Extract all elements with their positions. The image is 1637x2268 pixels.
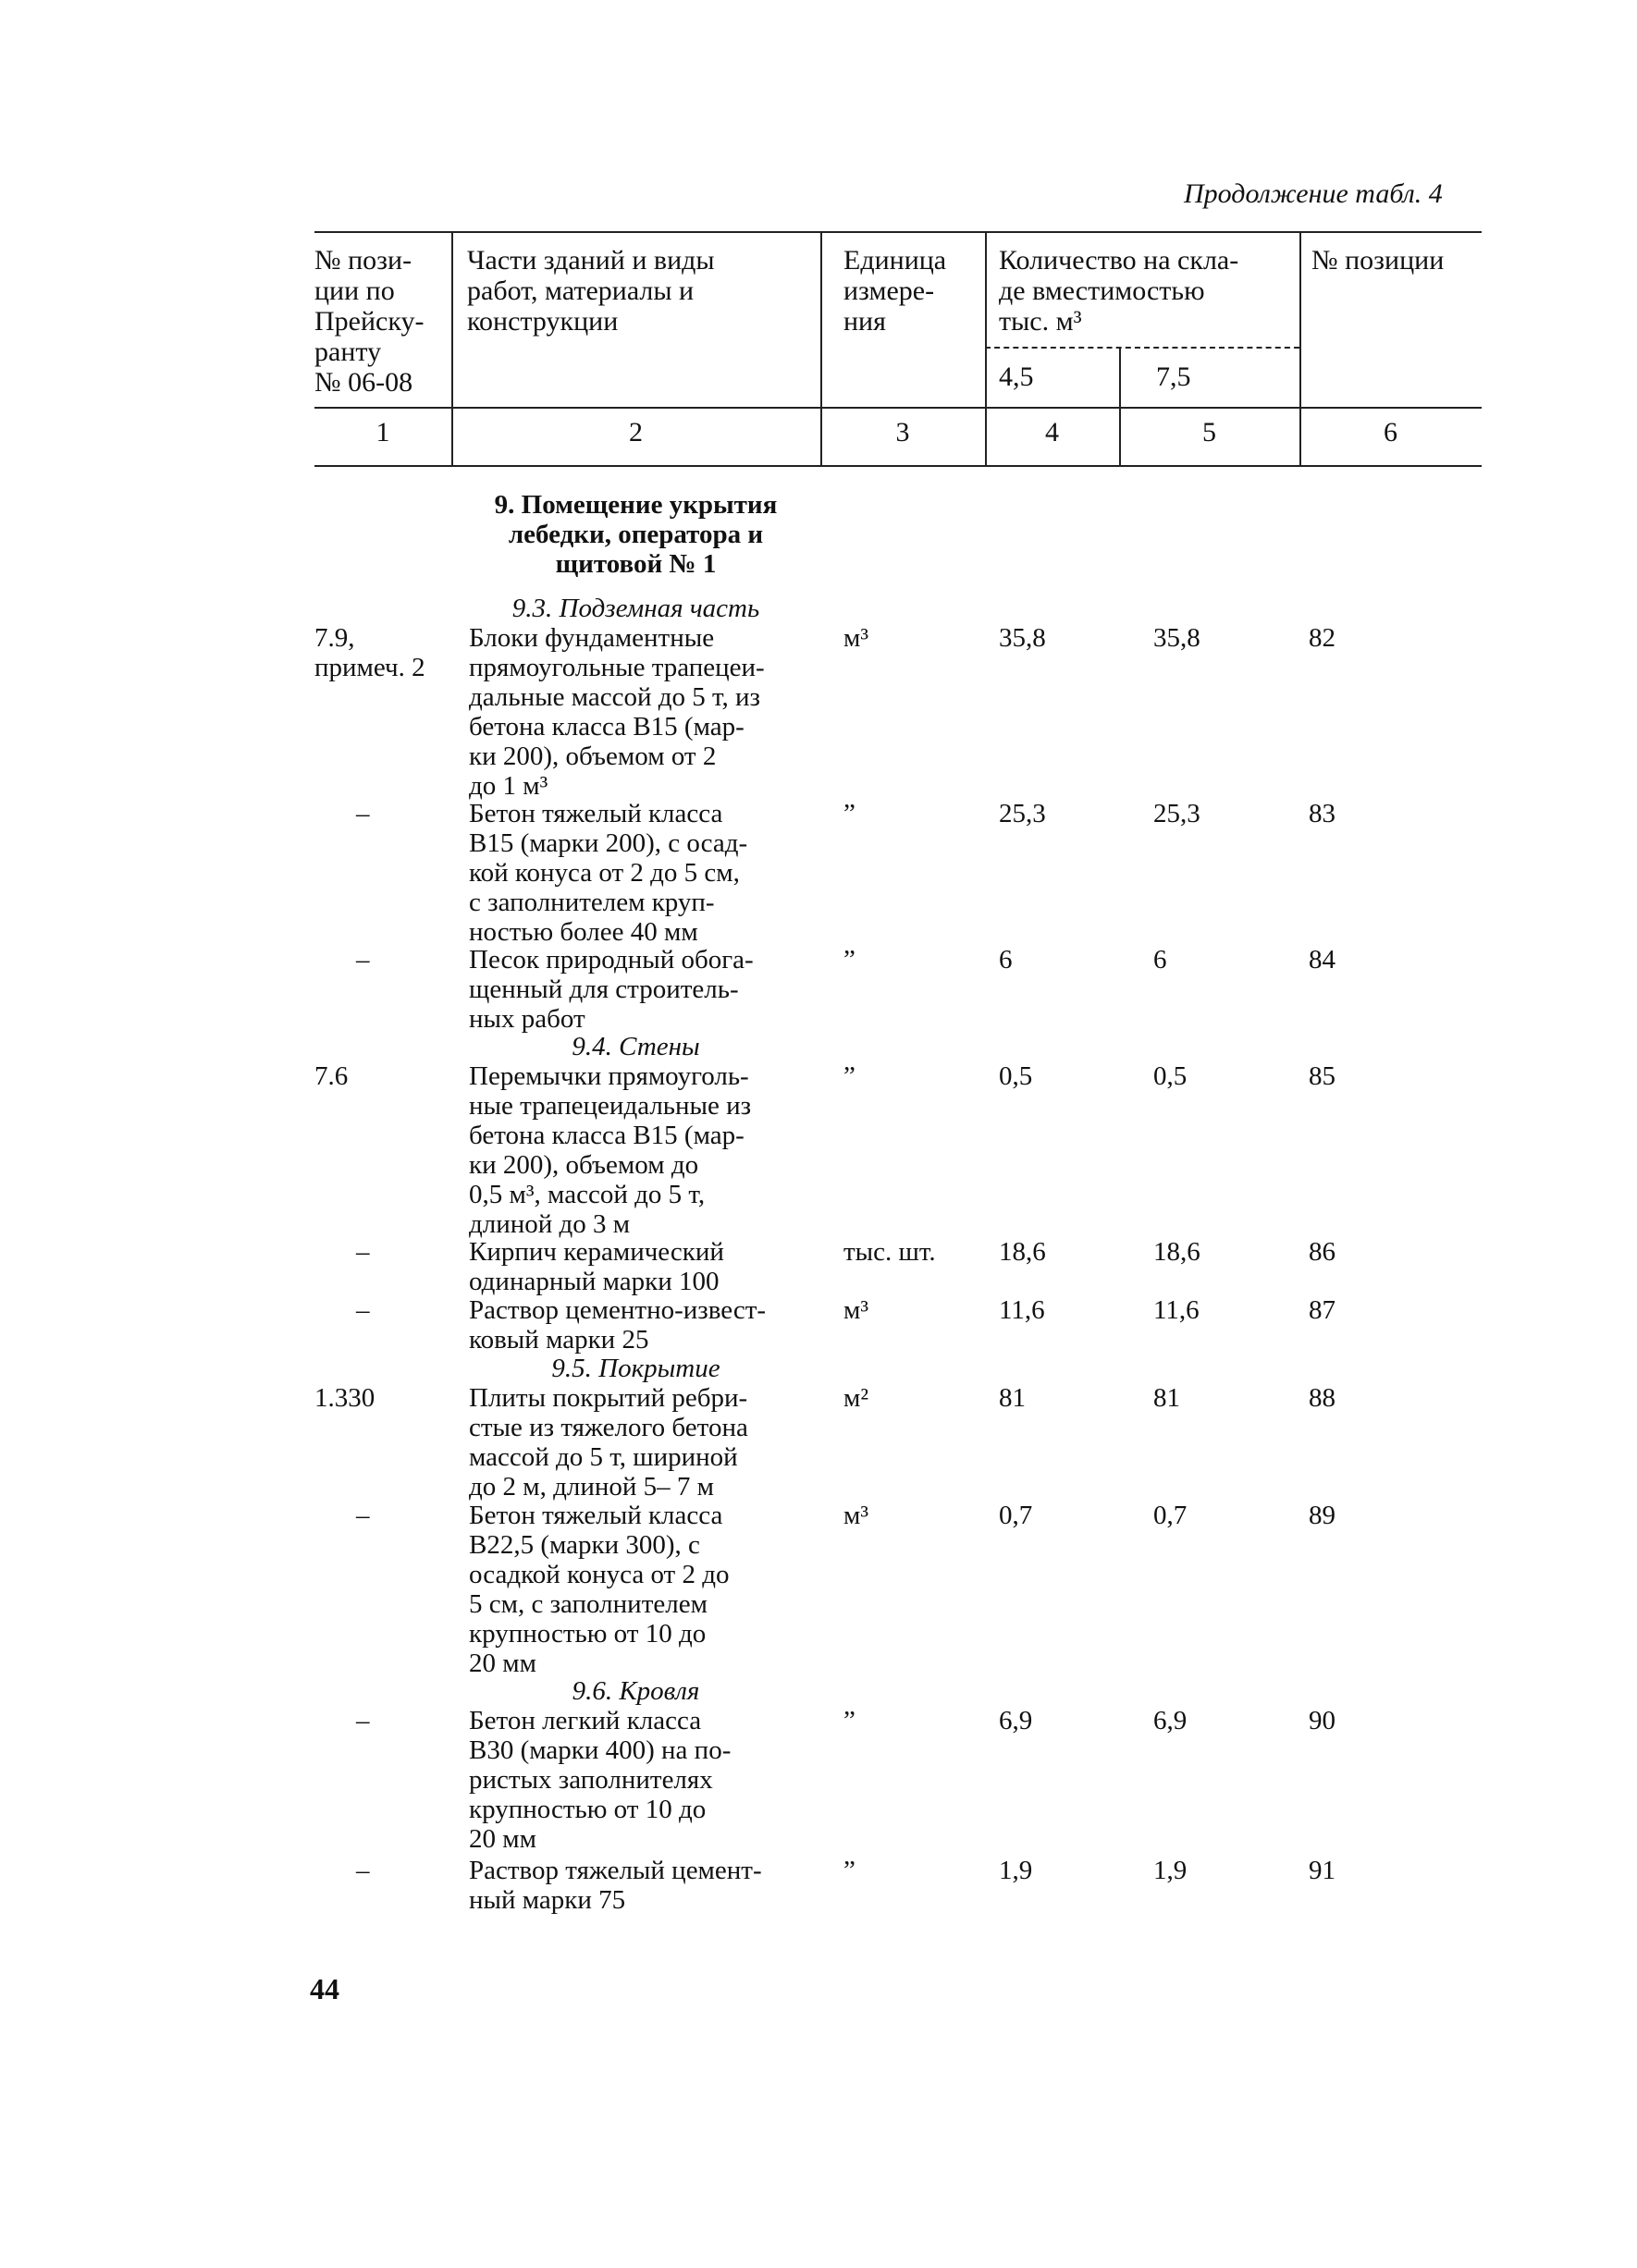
- row-position-no: 86: [1309, 1237, 1335, 1267]
- row-position-no: 89: [1309, 1501, 1335, 1530]
- section-title: 9. Помещение укрытия лебедки, оператора и щитовой № 1: [494, 490, 778, 579]
- row-unit: м³: [843, 1501, 869, 1530]
- row-pos: –: [356, 1237, 370, 1267]
- colnum-2: 2: [629, 417, 643, 447]
- row-qty-75: 1,9: [1153, 1856, 1188, 1885]
- row-qty-75: 35,8: [1153, 623, 1200, 653]
- row-position-no: 84: [1309, 945, 1335, 975]
- continuation-caption: Продолжение табл. 4: [1184, 178, 1443, 209]
- row-position-no: 88: [1309, 1383, 1335, 1413]
- row-desc: Песок природный обога- щенный для строитель- ных работ: [469, 945, 754, 1034]
- row-pos: –: [356, 799, 370, 828]
- row-qty-75: 6: [1153, 945, 1167, 975]
- row-desc: Раствор тяжелый цемент- ный марки 75: [469, 1856, 762, 1915]
- header-col3: Единица измере- ния: [843, 245, 947, 337]
- colnum-6: 6: [1384, 417, 1397, 447]
- subsection-title: 9.4. Стены: [572, 1032, 700, 1061]
- row-desc: Раствор цементно-извест- ковый марки 25: [469, 1295, 767, 1355]
- row-pos: 1.330: [314, 1383, 375, 1413]
- subsection-title: 9.5. Покрытие: [551, 1354, 720, 1383]
- header-col45: Количество на скла- де вместимостью тыс. м³: [999, 245, 1239, 337]
- header-col5: 7,5: [1156, 362, 1191, 392]
- row-desc: Перемычки прямоуголь- ные трапецеидальные из бетона класса В15 (мар- ки 200), объемом до 0,5 м³, массой до 5 т, длиной до 3 м: [469, 1061, 752, 1239]
- row-position-no: 82: [1309, 623, 1335, 653]
- row-qty-45: 18,6: [999, 1237, 1046, 1267]
- row-desc: Блоки фундаментные прямоугольные трапецеи- дальные массой до 5 т, из бетона класса В15 (мар- ки 200), объемом от 2 до 1 м³: [469, 623, 765, 801]
- row-pos: –: [356, 1856, 370, 1885]
- row-unit: ”: [843, 1061, 855, 1091]
- row-unit: м³: [843, 1295, 869, 1325]
- row-desc: Бетон тяжелый класса В22,5 (марки 300), с осадкой конуса от 2 до 5 см, с заполнителем крупностью от 10 до 20 мм: [469, 1501, 730, 1678]
- row-position-no: 91: [1309, 1856, 1335, 1885]
- row-qty-45: 6,9: [999, 1706, 1033, 1735]
- row-unit: ”: [843, 1706, 855, 1735]
- subsection-title: 9.3. Подземная часть: [511, 594, 760, 623]
- row-pos: 7.6: [314, 1061, 349, 1091]
- row-position-no: 90: [1309, 1706, 1335, 1735]
- row-position-no: 87: [1309, 1295, 1335, 1325]
- header-col2: Части зданий и виды работ, материалы и конструкции: [467, 245, 715, 337]
- row-pos: –: [356, 1501, 370, 1530]
- subsection-title: 9.6. Кровля: [572, 1676, 700, 1706]
- row-unit: тыс. шт.: [843, 1237, 936, 1267]
- row-desc: Плиты покрытий ребри- стые из тяжелого бетона массой до 5 т, шириной до 2 м, длиной 5– 7 м: [469, 1383, 748, 1502]
- row-unit: ”: [843, 799, 855, 828]
- colnum-3: 3: [895, 417, 910, 447]
- row-unit: м³: [843, 623, 869, 653]
- row-unit: м²: [843, 1383, 869, 1413]
- header-col4: 4,5: [999, 362, 1034, 392]
- row-qty-45: 35,8: [999, 623, 1046, 653]
- colnum-1: 1: [375, 417, 390, 447]
- colnum-5: 5: [1202, 417, 1216, 447]
- row-desc: Бетон тяжелый класса В15 (марки 200), с осад- кой конуса от 2 до 5 см, с заполнителем круп- ностью более 40 мм: [469, 799, 748, 947]
- row-pos: –: [356, 1295, 370, 1325]
- row-unit: ”: [843, 1856, 855, 1885]
- row-position-no: 85: [1309, 1061, 1335, 1091]
- row-pos: –: [356, 945, 370, 975]
- row-qty-45: 6: [999, 945, 1013, 975]
- colnum-4: 4: [1045, 417, 1059, 447]
- header-top-rule: [314, 231, 1482, 233]
- row-unit: ”: [843, 945, 855, 975]
- row-desc: Кирпич керамический одинарный марки 100: [469, 1237, 724, 1296]
- row-qty-45: 81: [999, 1383, 1026, 1413]
- row-position-no: 83: [1309, 799, 1335, 828]
- header-col1: № пози- ции по Прейску- ранту № 06-08: [314, 245, 425, 398]
- row-qty-75: 6,9: [1153, 1706, 1188, 1735]
- row-qty-75: 25,3: [1153, 799, 1200, 828]
- row-qty-45: 11,6: [999, 1295, 1045, 1325]
- row-qty-75: 0,5: [1153, 1061, 1188, 1091]
- row-qty-45: 0,7: [999, 1501, 1033, 1530]
- row-qty-75: 81: [1153, 1383, 1180, 1413]
- colnum-bottom-rule: [314, 465, 1482, 467]
- row-pos: –: [356, 1706, 370, 1735]
- row-qty-75: 18,6: [1153, 1237, 1200, 1267]
- row-desc: Бетон легкий класса В30 (марки 400) на по- ристых заполнителях крупностью от 10 до 20 мм: [469, 1706, 732, 1854]
- header-bottom-rule: [314, 407, 1482, 409]
- page-number: 44: [310, 1972, 339, 2005]
- row-qty-45: 0,5: [999, 1061, 1033, 1091]
- row-qty-75: 0,7: [1153, 1501, 1188, 1530]
- row-qty-75: 11,6: [1153, 1295, 1200, 1325]
- header-col6: № позиции: [1311, 245, 1445, 276]
- row-qty-45: 25,3: [999, 799, 1046, 828]
- row-qty-45: 1,9: [999, 1856, 1033, 1885]
- subheader-rule: [985, 347, 1299, 349]
- row-pos: 7.9, примеч. 2: [314, 623, 425, 682]
